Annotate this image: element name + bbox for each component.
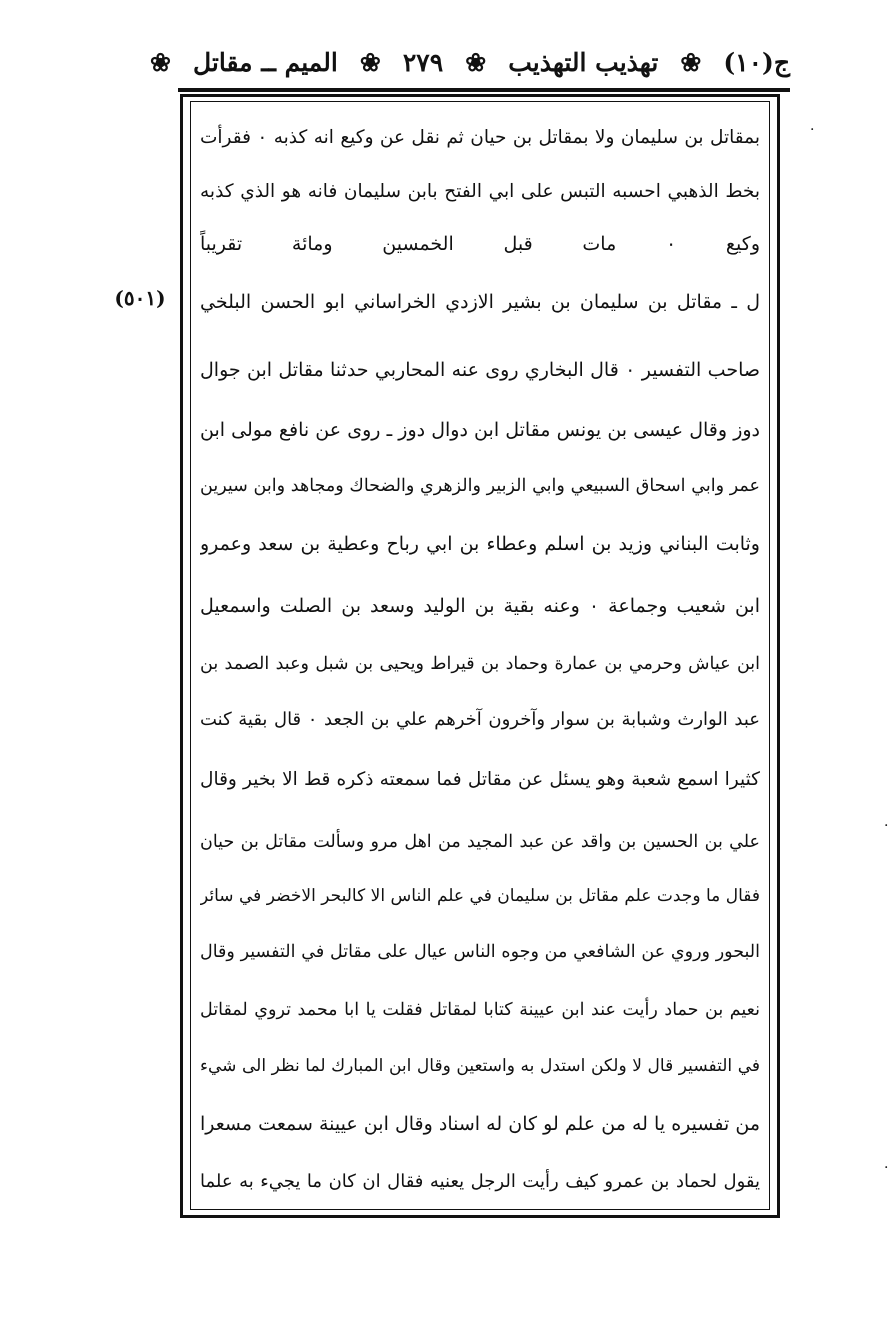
text-line: عمر وابي اسحاق السبيعي وابي الزبير والزهري والضحاك ومجاهد وابن سيرين <box>200 476 760 496</box>
book-title: تهذيب التهذيب <box>508 47 659 77</box>
entry-number: (٥٠١) <box>114 286 166 310</box>
text-line: في التفسير قال لا ولكن استدل به واستعين وقال ابن المبارك لما نظر الى شيء <box>200 1056 760 1076</box>
text-line: فقال ما وجدت علم مقاتل بن سليمان في علم الناس الا كالبحر الاخضر في سائر <box>200 886 760 906</box>
text-line: علي بن الحسين بن واقد عن عبد المجيد من اهل مرو وسألت مقاتل بن حيان <box>200 832 760 852</box>
text-line: وثابت البناني وزيد بن اسلم وعطاء بن ابي رباح وعطية بن سعد وعمرو <box>200 533 760 555</box>
page-number: ٢٧٩ <box>402 47 444 77</box>
text-line: يقول لحماد بن عمرو كيف رأيت الرجل يعنيه فقال ان كان ما يجيء به علما <box>200 1171 760 1192</box>
section-label: الميم ــ مقاتل <box>193 47 338 77</box>
text-line: بمقاتل بن سليمان ولا بمقاتل بن حيان ثم نقل عن وكيع انه كذبه ٠ فقرأت <box>200 127 760 148</box>
text-line: صاحب التفسير ٠ قال البخاري روى عنه المحاربي حدثنا مقاتل ابن جوال <box>200 359 760 381</box>
text-line: نعيم بن حماد رأيت عند ابن عيينة كتابا لمقاتل فقلت يا ابا محمد تروي لمقاتل <box>200 1000 760 1020</box>
ornament-icon: ❀ <box>465 47 487 77</box>
text-line: من تفسيره يا له من علم لو كان له اسناد وقال ابن عيينة سمعت مسعرا <box>200 1113 760 1135</box>
ornament-icon: ❀ <box>150 47 171 77</box>
volume-label: ج(١٠) <box>723 47 790 77</box>
text-line: بخط الذهبي احسبه التبس على ابي الفتح بابن سليمان فانه هو الذي كذبه <box>200 181 760 202</box>
text-line: عبد الوارث وشبابة بن سوار وآخرون آخرهم علي بن الجعد ٠ قال بقية كنت <box>200 709 760 730</box>
text-line: وكيع ٠ مات قبل الخمسين ومائة تقريباً <box>200 233 760 255</box>
text-line: البحور وروي عن الشافعي من وجوه الناس عيال على مقاتل في التفسير وقال <box>200 942 760 962</box>
margin-dot: · <box>884 1160 889 1176</box>
ornament-icon: ❀ <box>680 47 702 77</box>
text-line: ل ـ مقاتل بن سليمان بن بشير الازدي الخراساني ابو الحسن البلخي <box>200 291 760 313</box>
ornament-icon: ❀ <box>359 47 381 77</box>
margin-dot: · <box>884 818 889 834</box>
text-line: كثيرا اسمع شعبة وهو يسئل عن مقاتل فما سمعته ذكره قط الا بخير وقال <box>200 769 760 790</box>
running-header <box>150 38 790 86</box>
text-line: دوز وقال عيسى بن يونس مقاتل ابن دوال دوز ـ روى عن نافع مولى ابن <box>200 419 760 441</box>
margin-dot: · <box>810 122 815 138</box>
text-line: ابن عياش وحرمي بن عمارة وحماد بن قيراط ويحيى بن شبل وعبد الصمد بن <box>200 654 760 674</box>
header-rule <box>178 88 790 92</box>
text-line: ابن شعيب وجماعة ٠ وعنه بقية بن الوليد وسعد بن الصلت واسمعيل <box>200 595 760 617</box>
